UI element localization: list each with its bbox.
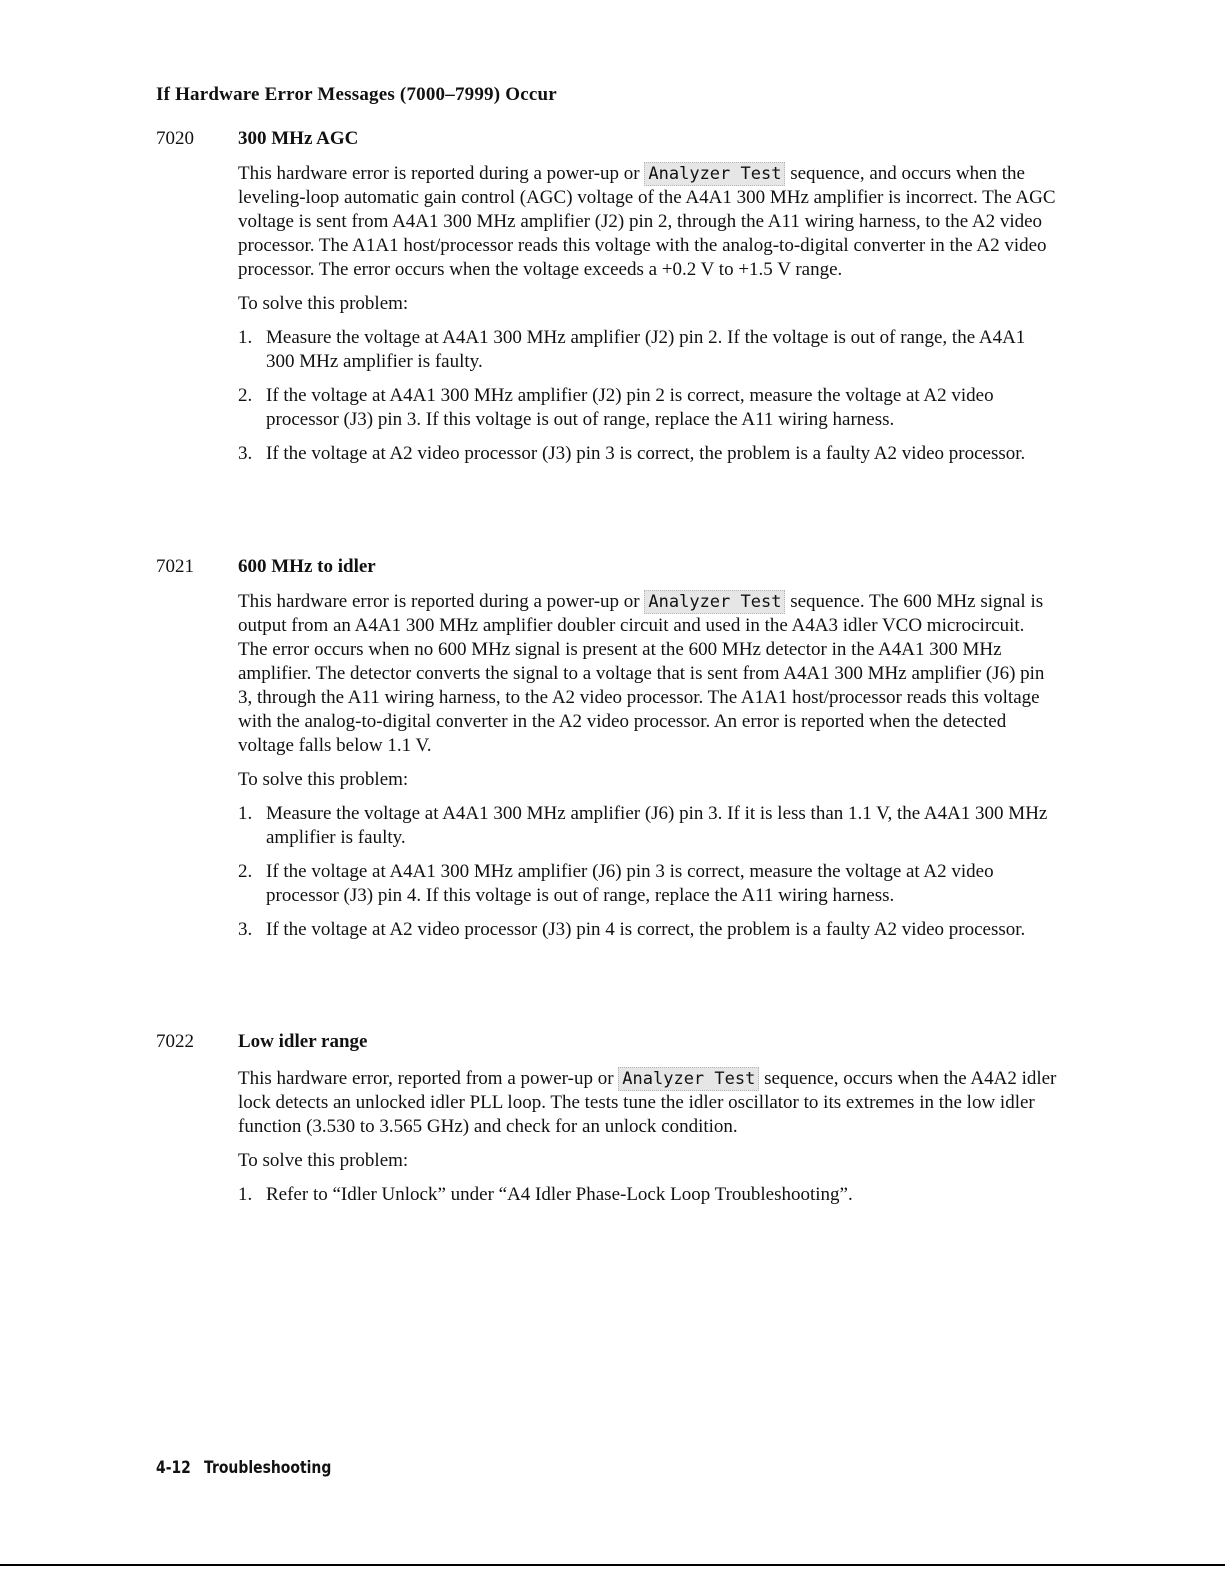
chapter-name: Troubleshooting bbox=[204, 1458, 332, 1478]
description-text: This hardware error is reported during a power-up or bbox=[238, 591, 645, 612]
step-number: 1. bbox=[238, 1184, 253, 1205]
steps-list bbox=[238, 1183, 1058, 1207]
step-item bbox=[238, 384, 1058, 432]
solve-label: To solve this problem: bbox=[238, 293, 409, 314]
step-item bbox=[238, 860, 1058, 908]
step-item bbox=[238, 802, 1058, 850]
description-text: This hardware error, reported from a power-up or bbox=[238, 1068, 619, 1089]
step-text: If the voltage at A4A1 300 MHz amplifier (J2) pin 2 is correct, measure the voltage at A2 video processor (J3) pin 3. If this voltage is out of range, replace the A11 wiring harness. bbox=[266, 385, 994, 430]
error-code: 7022 bbox=[156, 1031, 194, 1052]
description-text: sequence, and occurs when the leveling-loop automatic gain control (AGC) voltage of the A4A1 300 MHz amplifier is incorrect. The AGC voltage is sent from A4A1 300 MHz amplifier (J2) pin 2, through the A11 wiring harness, to the A2 video processor. The A1A1 host/processor reads this voltage with the analog-to-digital converter in the A2 video processor. The error occurs when the voltage exceeds a +0.2 V to +1.5 V range. bbox=[238, 163, 1056, 280]
step-text: If the voltage at A2 video processor (J3) pin 3 is correct, the problem is a faulty A2 video processor. bbox=[266, 443, 1026, 464]
step-item bbox=[238, 326, 1058, 374]
step-number: 3. bbox=[238, 443, 253, 464]
step-number: 3. bbox=[238, 919, 253, 940]
step-text: Measure the voltage at A4A1 300 MHz amplifier (J2) pin 2. If the voltage is out of range, the A4A1 300 MHz amplifier is faulty. bbox=[266, 327, 1026, 372]
error-code: 7021 bbox=[156, 556, 194, 577]
bottom-rule bbox=[0, 1564, 1225, 1566]
step-number: 2. bbox=[238, 861, 253, 882]
error-description bbox=[238, 162, 1058, 282]
description-text: sequence, occurs when the A4A2 idler lock detects an unlocked idler PLL loop. The tests tune the idler oscillator to its extremes in the low idler function (3.530 to 3.565 GHz) and check for an unlock condition. bbox=[238, 1068, 1057, 1137]
error-title: 300 MHz AGC bbox=[238, 128, 359, 149]
solve-label: To solve this problem: bbox=[238, 769, 409, 790]
analyzer-test-softkey: Analyzer Test bbox=[644, 162, 785, 186]
error-code: 7020 bbox=[156, 128, 194, 149]
steps-list bbox=[238, 326, 1058, 466]
step-text: Refer to “Idler Unlock” under “A4 Idler Phase-Lock Loop Troubleshooting”. bbox=[266, 1184, 853, 1205]
page-heading: If Hardware Error Messages (7000–7999) Occur bbox=[156, 84, 557, 105]
analyzer-test-softkey: Analyzer Test bbox=[618, 1067, 759, 1091]
analyzer-test-softkey: Analyzer Test bbox=[644, 590, 785, 614]
page-number: 4-12 bbox=[156, 1458, 191, 1478]
page-footer bbox=[156, 1458, 331, 1478]
error-body bbox=[238, 590, 1058, 952]
description-text: sequence. The 600 MHz signal is output from an A4A1 300 MHz amplifier doubler circuit and used in the A4A3 idler VCO microcircuit. The error occurs when no 600 MHz signal is present at the 600 MHz detector in the A4A1 300 MHz amplifier. The detector converts the signal to a voltage that is sent from A4A1 300 MHz amplifier (J6) pin 3, through the A11 wiring harness, to the A2 video processor. The A1A1 host/processor reads this voltage with the analog-to-digital converter in the A2 video processor. An error is reported when the detected voltage falls below 1.1 V. bbox=[238, 591, 1045, 756]
error-description bbox=[238, 1067, 1058, 1139]
step-item bbox=[238, 442, 1058, 466]
steps-list bbox=[238, 802, 1058, 942]
step-item bbox=[238, 1183, 1058, 1207]
error-body bbox=[238, 162, 1058, 476]
error-title: 600 MHz to idler bbox=[238, 556, 376, 577]
solve-label: To solve this problem: bbox=[238, 1150, 409, 1171]
error-title: Low idler range bbox=[238, 1031, 368, 1052]
step-number: 2. bbox=[238, 385, 253, 406]
step-number: 1. bbox=[238, 803, 253, 824]
step-text: If the voltage at A4A1 300 MHz amplifier (J6) pin 3 is correct, measure the voltage at A2 video processor (J3) pin 4. If this voltage is out of range, replace the A11 wiring harness. bbox=[266, 861, 994, 906]
step-number: 1. bbox=[238, 327, 253, 348]
error-description bbox=[238, 590, 1058, 758]
step-text: If the voltage at A2 video processor (J3) pin 4 is correct, the problem is a faulty A2 video processor. bbox=[266, 919, 1026, 940]
description-text: This hardware error is reported during a power-up or bbox=[238, 163, 645, 184]
step-item bbox=[238, 918, 1058, 942]
error-body bbox=[238, 1067, 1058, 1217]
step-text: Measure the voltage at A4A1 300 MHz amplifier (J6) pin 3. If it is less than 1.1 V, the A4A1 300 MHz amplifier is faulty. bbox=[266, 803, 1048, 848]
